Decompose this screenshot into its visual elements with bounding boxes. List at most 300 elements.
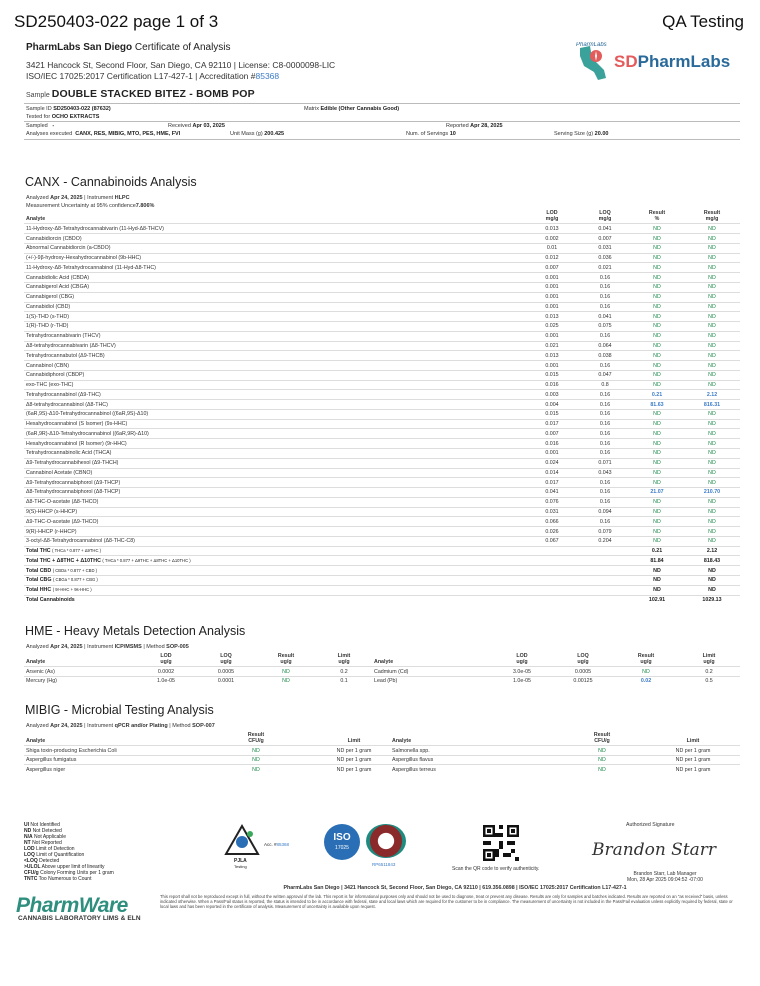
table-row (24, 468, 740, 478)
total-loq (580, 575, 630, 585)
analyte-value: ND (630, 292, 684, 302)
analyte-value: 0.001 (524, 283, 580, 293)
total-name: Total THC + Δ8THC + Δ10THC (26, 557, 101, 564)
sampled-field (26, 123, 54, 129)
analyte-value: ND (630, 478, 684, 488)
analyte-name: Cannabinol (CBN) (24, 361, 524, 371)
analyte-value: 0.026 (524, 527, 580, 537)
pjla-badge (220, 822, 320, 870)
analyte-value: 0.076 (524, 497, 580, 507)
disclaimer: This report shall not be reproduced except in full, without the written approval of the lab. This report is for informational purposes only and should not be used to diagnose, treat or prevent any disease. Results are only for samples and batches indicated. Results are reported on an "as received" basis, unless indicated otherwise. When a Pass/Fail status is reported, the status is intended to be in accordance with federal, state and local laws which are required for the customer to be in compliance. The measurement of uncertainty is not included in the Pass/Fail evaluation unless explicitly required by federal, state or local laws and has been reported in the certificate of analysis. Measurement of uncertainty is available upon request. (160, 894, 733, 909)
divider (24, 121, 740, 122)
analyte-name: Hexahydrocannabinol (S Isomer) (9s-HHC) (24, 419, 524, 429)
total-mg: 2.12 (684, 546, 740, 556)
hme-instrument: ICP/MSMS (114, 644, 142, 650)
analyte-value: ND (684, 243, 740, 253)
analyte-value: ND (630, 331, 684, 341)
table-row (24, 292, 740, 302)
analyte-name: Δ8-tetrahydrocannabivarin (Δ8-THCV) (24, 341, 524, 351)
analyte-name: 1(R)-THD (r-THD) (24, 322, 524, 332)
total-mg: 818.43 (684, 556, 740, 566)
footer-line: PharmLabs San Diego | 3421 Hancock St, Second Floor, San Diego, CA 92110 | 619.356.0898 | ISO/IEC 17025:2017 Certification L17-427-1 (283, 885, 627, 891)
analyte-value: ND (684, 224, 740, 234)
analyte-value: 0.16 (580, 478, 630, 488)
analyte-value: 0.079 (580, 527, 630, 537)
analyte-value: 0.067 (524, 536, 580, 546)
analyte-value: ND (684, 409, 740, 419)
analyte-value: ND (684, 458, 740, 468)
analyte-value: 0.007 (524, 429, 580, 439)
analyte-value: ND (684, 361, 740, 371)
legend-abbr: TNTC (24, 876, 38, 883)
reported-field (446, 123, 503, 129)
qr-code-icon[interactable] (483, 825, 519, 861)
microbe-name: Salmonella spp. (390, 746, 558, 756)
table-row (24, 370, 740, 380)
table-row (24, 429, 740, 439)
pjla-sub: Testing (234, 864, 247, 869)
reported-label: Reported (446, 123, 469, 129)
table-row (24, 243, 740, 253)
analyte-value: ND (630, 253, 684, 263)
reported-value: Apr 28, 2025 (470, 123, 503, 129)
total-row (24, 546, 740, 556)
analyte-value: ND (630, 263, 684, 273)
analyte-value: 0.16 (580, 497, 630, 507)
abbreviation-legend (24, 822, 114, 882)
table-row (24, 273, 740, 283)
signature-title: Authorized Signature (626, 822, 675, 828)
servings-field (406, 131, 456, 137)
microbial-table (24, 732, 740, 774)
analyte-value: 0.16 (580, 302, 630, 312)
analyte-value: ND (630, 380, 684, 390)
mibig-instrument: qPCR and/or Plating (114, 723, 168, 729)
total-percent: 0.21 (630, 546, 684, 556)
meta-row-2 (26, 114, 99, 120)
total-percent: ND (630, 566, 684, 576)
sample-heading (26, 88, 255, 100)
analyte-value: 0.043 (580, 468, 630, 478)
table-row (24, 478, 740, 488)
hme-header-8: Result ug/g (637, 653, 655, 666)
analyte-value: 0.16 (580, 517, 630, 527)
sample-id-label: Sample ID (26, 106, 52, 112)
received-value: Apr 03, 2025 (192, 123, 225, 129)
lab-address (26, 60, 335, 82)
analyte-value: ND (630, 224, 684, 234)
analyte-value: 0.015 (524, 370, 580, 380)
total-row (24, 585, 740, 595)
analyte-value: ND (630, 536, 684, 546)
table-row (24, 263, 740, 273)
total-name: Total THC (26, 548, 51, 555)
table-row (24, 400, 740, 410)
analyte-value: 0.047 (580, 370, 630, 380)
sampled-value: - (52, 123, 55, 129)
table-row (24, 380, 740, 390)
analyte-value: 0.041 (580, 224, 630, 234)
hme-header-2: LOQ ug/g (220, 653, 232, 666)
table-row (24, 676, 740, 686)
table-row (24, 755, 740, 765)
hme-header-0: Analyte (26, 659, 46, 666)
divider (24, 139, 740, 140)
analyte-value: 0.001 (524, 302, 580, 312)
legend-abbr: LOD (24, 846, 35, 853)
metal-value: 0.0005 (196, 667, 256, 677)
analyte-value: 0.21 (630, 390, 684, 400)
analyte-value: ND (630, 429, 684, 439)
page-title: SD250403-022 page 1 of 3 (14, 12, 219, 31)
analyte-value: 0.204 (580, 536, 630, 546)
analyte-value: 21.07 (630, 488, 684, 498)
analyte-value: ND (630, 312, 684, 322)
pjla-accreditation (264, 842, 289, 847)
analyte-value: ND (684, 449, 740, 459)
mibig-header-4: Result CFU/g (593, 732, 611, 745)
matrix-label: Matrix (304, 106, 319, 112)
analyte-value: ND (684, 234, 740, 244)
analyte-value: ND (630, 409, 684, 419)
analyte-value: ND (684, 341, 740, 351)
analyte-value: ND (684, 419, 740, 429)
unit-mass-field (230, 131, 284, 137)
total-formula: ( THCa * 0.877 + Δ9THC ) (52, 548, 102, 554)
microbe-value: ND (194, 746, 318, 756)
hme-header-3: Result ug/g (277, 653, 295, 666)
total-formula: ( CBDa * 0.877 + CBD ) (52, 567, 98, 573)
analyte-value: 0.16 (580, 292, 630, 302)
analyte-value: ND (684, 468, 740, 478)
analyte-name: Cannabidiol (CBD) (24, 302, 524, 312)
analyte-value: 0.16 (580, 419, 630, 429)
legend-meaning: Not Identified (30, 822, 60, 828)
table-row (24, 312, 740, 322)
analyte-value: ND (684, 370, 740, 380)
hme-title: HME - Heavy Metals Detection Analysis (25, 624, 246, 638)
legend-meaning: Not Detected (32, 828, 62, 835)
matrix-value: Edible (Other Cannabis Good) (320, 106, 400, 112)
analyte-value: ND (630, 507, 684, 517)
document-type: Certificate of Analysis (134, 42, 231, 53)
matrix-field (304, 106, 399, 112)
table-row (24, 488, 740, 498)
analyte-value: ND (684, 380, 740, 390)
table-row (24, 449, 740, 459)
legend-abbr: UI (24, 822, 29, 828)
analyte-name: Tetrahydrocannabinol (Δ9-THC) (24, 390, 524, 400)
total-label (24, 585, 524, 595)
total-percent: 81.84 (630, 556, 684, 566)
analyte-name: Abnormal Cannabidiorcin (a-CBDO) (24, 243, 524, 253)
analyte-value: 0.013 (524, 224, 580, 234)
analyte-value: 0.014 (524, 468, 580, 478)
microbe-value: ND (194, 755, 318, 765)
sdpharmlabs-logo (574, 42, 744, 86)
microbe-value: ND per 1 gram (646, 765, 740, 775)
analyte-value: 0.017 (524, 419, 580, 429)
analyte-value: ND (630, 527, 684, 537)
analyte-value: 0.024 (524, 458, 580, 468)
table-row (24, 224, 740, 234)
legend-abbr: LOQ (24, 852, 35, 859)
canx-header-0: Analyte (26, 216, 46, 223)
analyte-value: ND (630, 302, 684, 312)
total-label (24, 575, 524, 585)
analyte-name: Δ9-Tetrahydrocannabiphorol (Δ9-THCP) (24, 478, 524, 488)
sampled-label: Sampled (26, 123, 48, 129)
analyte-value: ND (684, 283, 740, 293)
analyte-name: Tetrahydrocannabutol (Δ9-THCB) (24, 351, 524, 361)
analyte-value: ND (684, 322, 740, 332)
analyte-value: 0.016 (524, 380, 580, 390)
mibig-analyzed: Analyzed Apr 24, 2025 | Instrument qPCR and/or Plating | Method SOP-007 (26, 723, 215, 729)
total-percent: ND (630, 585, 684, 595)
analyte-value: ND (630, 370, 684, 380)
analyte-value: 0.16 (580, 449, 630, 459)
analyte-value: ND (630, 243, 684, 253)
analyte-value: 0.017 (524, 478, 580, 488)
analyte-value: ND (684, 253, 740, 263)
analyte-name: Cannabidiolic Acid (CBDA) (24, 273, 524, 283)
analyte-name: 11-Hydroxy-Δ8-Tetrahydrocannabivarin (11-Hyd-Δ8-THCV) (24, 224, 524, 234)
legend-abbr: N/A (24, 834, 33, 841)
rp-number: RP6511843 (372, 862, 396, 867)
analyte-value: 2.12 (684, 390, 740, 400)
analyte-value: ND (684, 507, 740, 517)
microbe-value: ND per 1 gram (318, 755, 390, 765)
analyte-value: 0.16 (580, 409, 630, 419)
analyte-value: 0.16 (580, 273, 630, 283)
canx-instrument: HLPC (114, 195, 130, 201)
analyte-value: ND (630, 234, 684, 244)
hme-header-5: Analyte (374, 659, 394, 666)
table-row (24, 409, 740, 419)
total-name: Total Cannabinoids (26, 597, 75, 604)
metal-value: 0.00125 (552, 676, 614, 686)
microbe-name: Aspergillus niger (24, 765, 194, 775)
total-label (24, 546, 524, 556)
analyte-value: ND (630, 439, 684, 449)
metal-value: 0.2 (316, 667, 372, 677)
iso-17025-badge-icon (324, 824, 360, 860)
total-name: Total CBD (26, 567, 52, 574)
analyte-value: 0.16 (580, 390, 630, 400)
unit-mass-value: 200.425 (264, 131, 285, 137)
analyte-value: 816.31 (684, 400, 740, 410)
analyte-value: 210.70 (684, 488, 740, 498)
legend-meaning: Limit of Quantification (36, 852, 85, 859)
mibig-header-5: Limit (686, 738, 700, 745)
table-row (24, 331, 740, 341)
analyte-name: 1(S)-THD (s-THD) (24, 312, 524, 322)
table-row (24, 746, 740, 756)
analyte-value: 0.094 (580, 507, 630, 517)
lab-name: PharmLabs San Diego (26, 42, 133, 53)
microbe-name: Aspergillus terreus (390, 765, 558, 775)
table-row (24, 302, 740, 312)
iso-text: ISO (333, 832, 351, 843)
total-lod (524, 556, 580, 566)
legend-abbr: NT (24, 840, 31, 847)
total-lod (524, 566, 580, 576)
pharmware-tagline: CANNABIS LABORATORY LIMS & ELN (18, 915, 141, 922)
tested-for-label: Tested for (26, 114, 51, 120)
table-row (24, 390, 740, 400)
hme-analyzed-date: Apr 24, 2025 (50, 644, 83, 650)
california-logo-icon (574, 42, 614, 86)
legend-abbr: <LOQ (24, 858, 38, 865)
table-row (24, 361, 740, 371)
legend-meaning: Too Numerous to Count (38, 876, 92, 883)
total-row (24, 575, 740, 585)
signed-date: Mon, 28 Apr 2025 09:04:52 -07:00 (627, 877, 703, 883)
analyte-value: ND (684, 439, 740, 449)
microbe-value: ND (194, 765, 318, 775)
metal-value: 0.02 (614, 676, 678, 686)
sample-id: SD250403-022 (87632) (53, 106, 111, 112)
analyte-name: Cannabidiorcin (CBDO) (24, 234, 524, 244)
analyte-name: Δ9-THC-O-acetate (Δ9-THCO) (24, 517, 524, 527)
analyte-value: ND (684, 292, 740, 302)
servings-value: 10 (449, 131, 456, 137)
analyte-value: 0.004 (524, 400, 580, 410)
microbe-value: ND per 1 gram (646, 746, 740, 756)
analyte-value: ND (684, 263, 740, 273)
metal-value: 0.5 (678, 676, 740, 686)
analyte-value: ND (630, 497, 684, 507)
analyte-name: Cannabidiphorol (CBDP) (24, 370, 524, 380)
total-loq (580, 556, 630, 566)
total-row (24, 595, 740, 605)
mibig-method: SOP-007 (192, 723, 215, 729)
table-row (24, 536, 740, 546)
hme-method: SOP-005 (166, 644, 189, 650)
analyte-value: 0.001 (524, 273, 580, 283)
analyte-value: 0.16 (580, 439, 630, 449)
hme-header-6: LOD ug/g (516, 653, 528, 666)
legend-meaning: Limit of Detection (35, 846, 75, 853)
metal-name: Arsenic (As) (24, 667, 136, 677)
metal-value: 0.0001 (196, 676, 256, 686)
mibig-header-0: Analyte (26, 738, 46, 745)
cannabinoids-table (24, 210, 740, 605)
analyte-value: 0.16 (580, 331, 630, 341)
analyte-value: 0.001 (524, 361, 580, 371)
analyte-name: Δ9-Tetrahydrocannabihexol (Δ9-THCH) (24, 458, 524, 468)
metal-value: 1.0e-05 (136, 676, 196, 686)
rp-seal-icon (366, 824, 406, 858)
metal-value: 0.1 (316, 676, 372, 686)
table-row (24, 234, 740, 244)
lab-heading (26, 42, 231, 53)
total-mg: ND (684, 575, 740, 585)
analyte-name: (6aR,9S)-Δ10-Tetrahydrocannabinol ((6aR,9S)-Δ10) (24, 409, 524, 419)
signature-block (610, 871, 720, 883)
microbe-value: ND (558, 765, 646, 775)
analyte-value: 0.01 (524, 243, 580, 253)
hme-header-7: LOQ ug/g (577, 653, 589, 666)
total-mg: ND (684, 566, 740, 576)
canx-uncertainty (26, 203, 154, 209)
hme-header-9: Limit ug/g (702, 653, 716, 666)
accreditation-link[interactable]: 85368 (255, 71, 280, 81)
analyte-value: 0.013 (524, 312, 580, 322)
analyte-value: ND (630, 458, 684, 468)
metal-name: Lead (Pb) (372, 676, 492, 686)
analyte-value: ND (684, 429, 740, 439)
analyte-value: ND (684, 273, 740, 283)
total-percent: ND (630, 575, 684, 585)
canx-analyzed-date: Apr 24, 2025 (50, 195, 83, 201)
analyte-name: Hexahydrocannabinol (R Isomer) (9r-HHC) (24, 439, 524, 449)
analyte-value: ND (684, 517, 740, 527)
legend-meaning: Detected (39, 858, 60, 865)
total-label (24, 556, 524, 566)
servings-label: Num. of Servings (406, 131, 449, 137)
table-row (24, 497, 740, 507)
unit-mass-label: Unit Mass (g) (230, 131, 263, 137)
analyte-value: ND (630, 322, 684, 332)
analyte-value: ND (684, 351, 740, 361)
analyte-value: ND (630, 341, 684, 351)
table-row (24, 458, 740, 468)
metal-name: Cadmium (Cd) (372, 667, 492, 677)
analyte-value: 0.001 (524, 292, 580, 302)
total-formula: ( CBGa * 0.877 + CBG ) (53, 577, 98, 583)
analyte-value: 0.003 (524, 390, 580, 400)
table-row (24, 322, 740, 332)
serving-size-value: 20.00 (594, 131, 609, 137)
legend-abbr: >ULOL (24, 864, 41, 871)
signature-script: Brandon Starr (592, 840, 717, 860)
sample-name: DOUBLE STACKED BITEZ - BOMB POP (51, 88, 255, 100)
tested-for-value: OCHO EXTRACTS (51, 114, 100, 120)
analyte-name: Δ8-THC-O-acetate (Δ8-THCO) (24, 497, 524, 507)
address-line: 3421 Hancock St, Second Floor, San Diego, CA 92110 | License: C8-0000098-LIC (26, 60, 336, 70)
analyte-value: ND (630, 361, 684, 371)
metal-value: 0.2 (678, 667, 740, 677)
analyte-value: 0.002 (524, 234, 580, 244)
total-formula: ( THCa * 0.877 + Δ9THC + Δ8THC + Δ10THC ) (102, 557, 191, 563)
total-lod (524, 585, 580, 595)
iso-number: 17025 (335, 845, 349, 851)
total-loq (580, 595, 630, 605)
legend-meaning: Colony Forming Units per 1 gram (40, 870, 114, 877)
sample-label: Sample (26, 92, 50, 99)
logo-sd: SD (614, 52, 638, 71)
analyte-name: 3-octyl-Δ8-Tetrahydrocannabinol (Δ8-THC-C8) (24, 536, 524, 546)
total-name: Total CBG (26, 577, 52, 584)
canx-header-4: Result mg/g (703, 210, 721, 223)
pjla-acc-number: 85368 (276, 842, 290, 847)
analyte-value: 0.041 (580, 312, 630, 322)
table-row (24, 507, 740, 517)
signer-name: Brandon Starr, Lab Manager (633, 871, 697, 877)
metal-value: 0.0002 (136, 667, 196, 677)
analyte-name: (6aR,9R)-Δ10-Tetrahydrocannabinol ((6aR,9R)-Δ10) (24, 429, 524, 439)
canx-header-3: Result % (648, 210, 666, 223)
analyte-value: 0.064 (580, 341, 630, 351)
analyte-value: 0.016 (524, 439, 580, 449)
analyte-name: Tetrahydrocannabivarin (THCV) (24, 331, 524, 341)
analyte-value: ND (630, 517, 684, 527)
analyses-value: CANX, RES, MIBIG, MTO, PES, HME, FVI (75, 131, 181, 137)
pjla-logo-icon (220, 822, 264, 860)
legend-meaning: Not Applicable (34, 834, 66, 841)
table-row (24, 765, 740, 775)
